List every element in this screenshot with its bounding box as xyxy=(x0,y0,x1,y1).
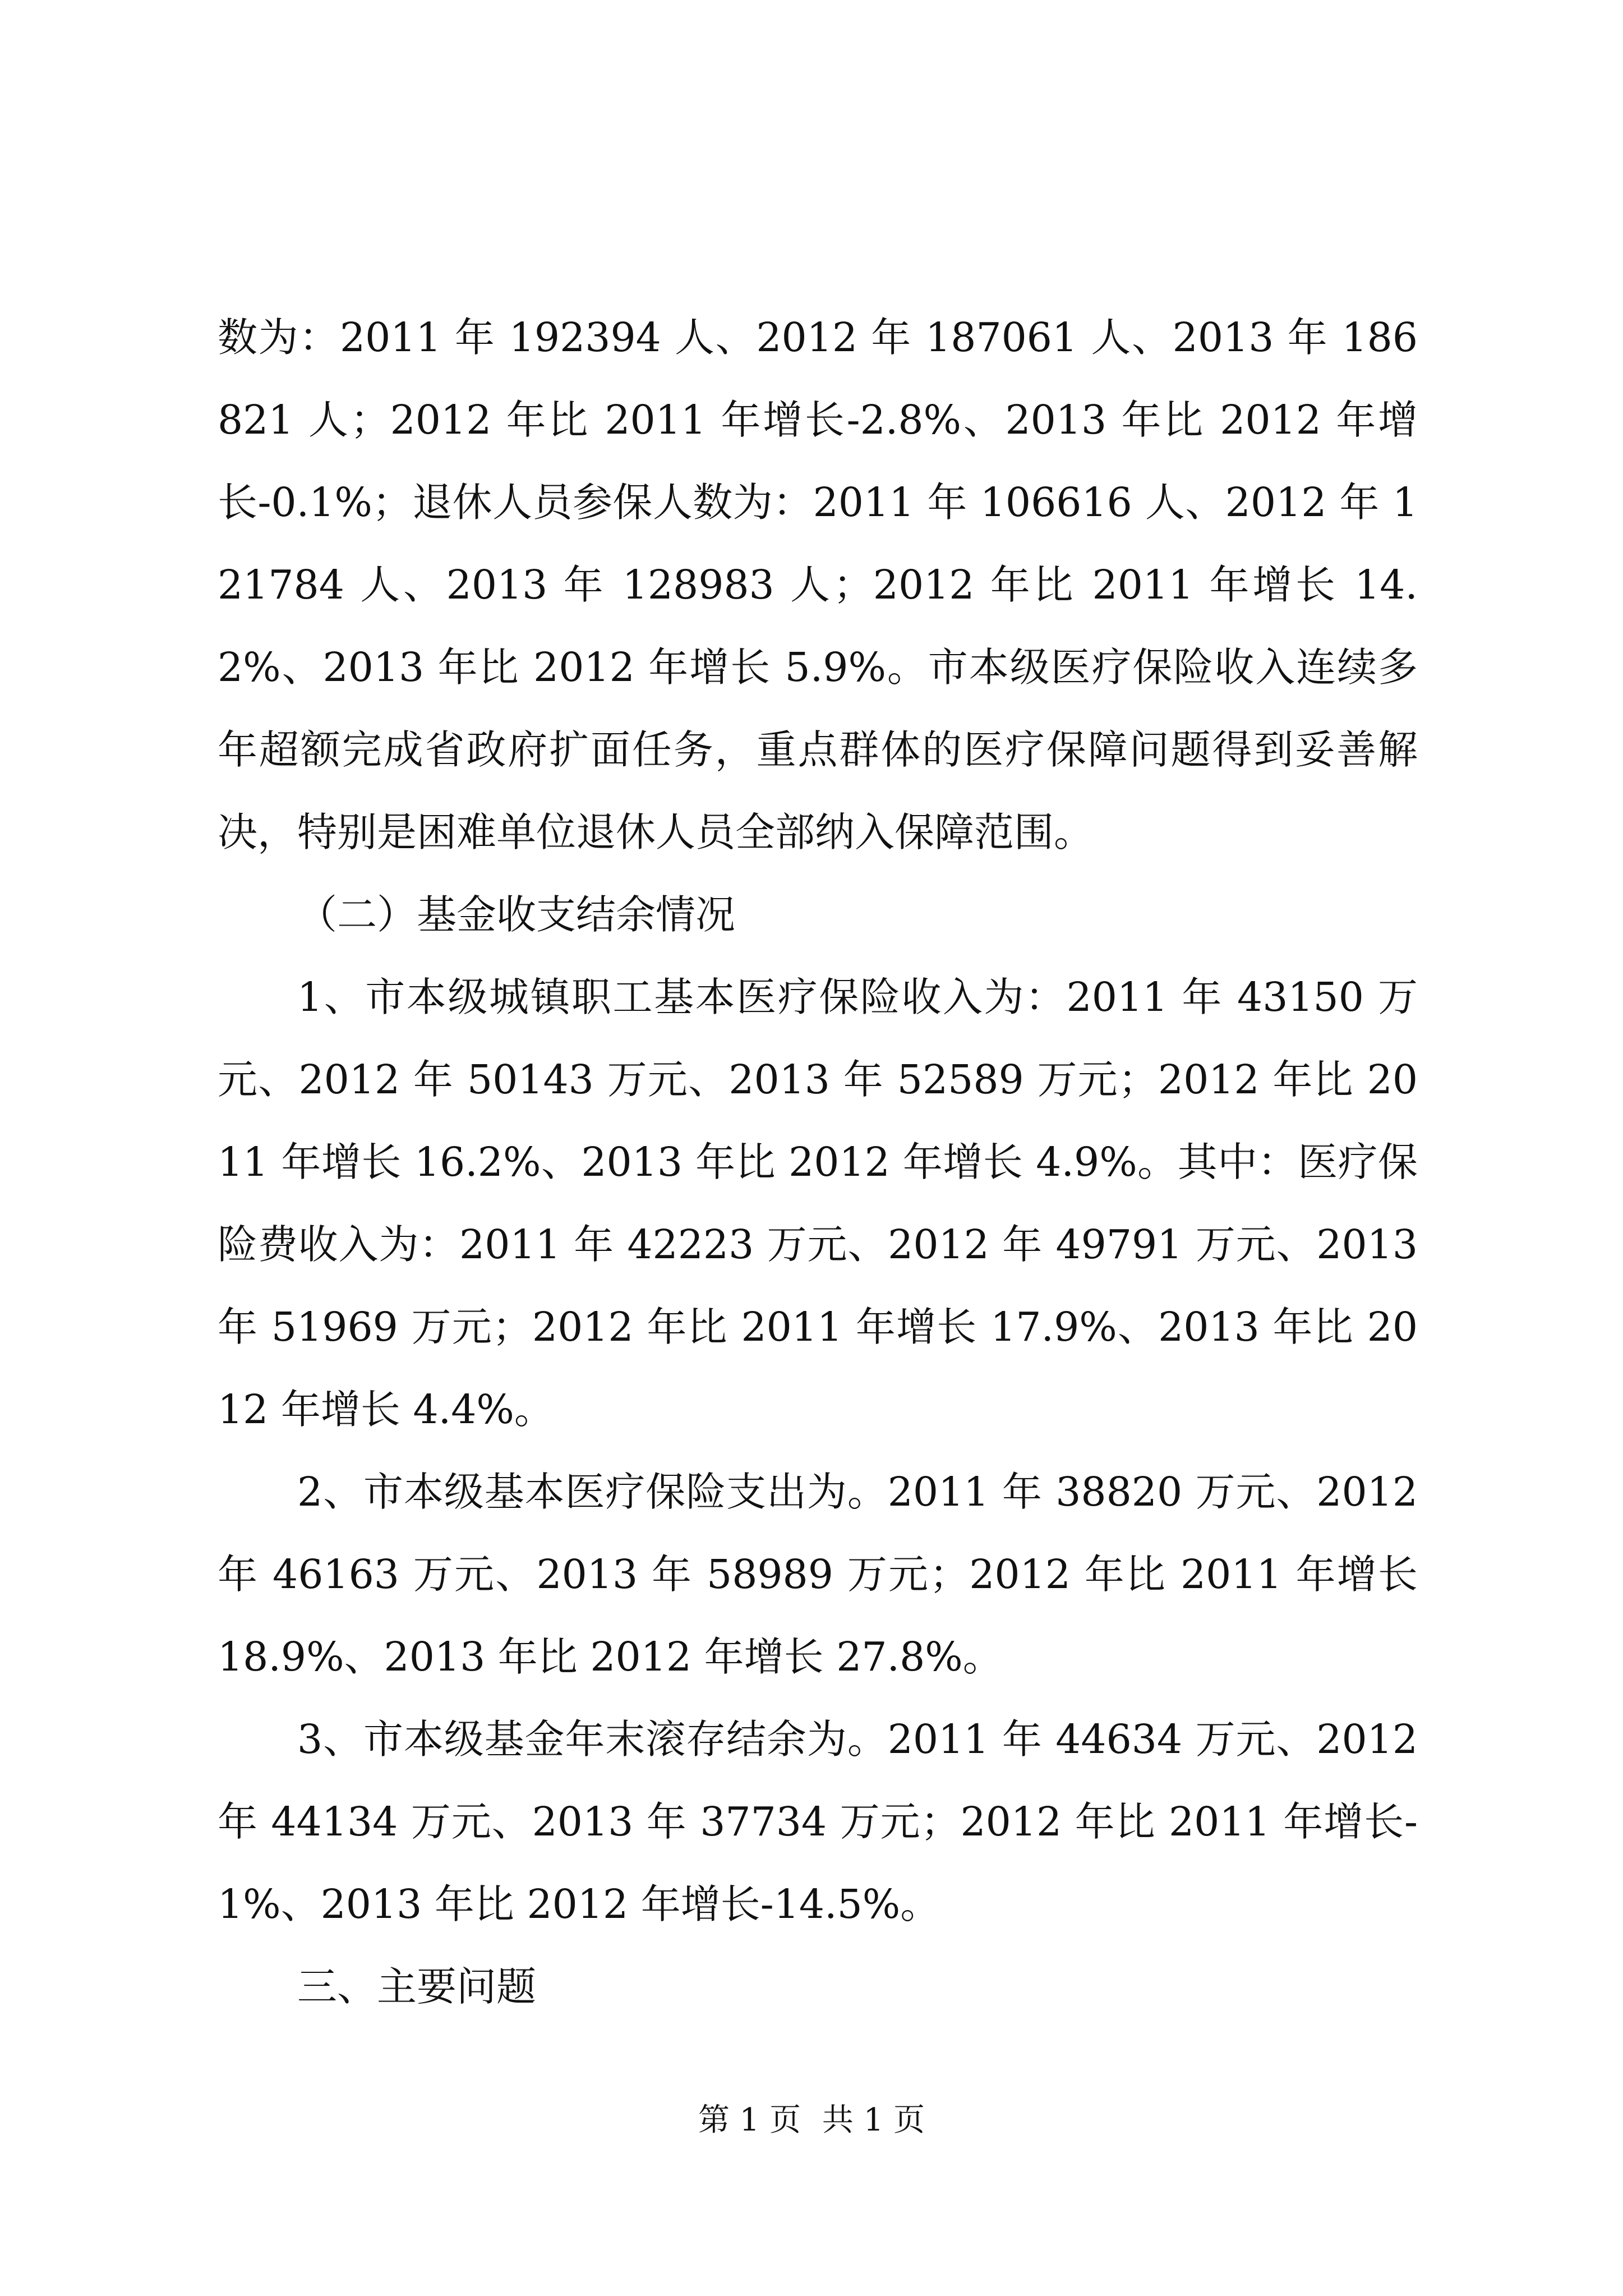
paragraph-insurance-income: 1、市本级城镇职工基本医疗保险收入为：2011 年 43150 万元、2012 年 50143 万元、2013 年 52589 万元；2012 年比 2011 年增长 16.2%、2013 年比 2012 年增长 4.9%。其中：医疗保险费收入为：2011 年 42223 万元、2012 年 49791 万元、2013 年 51969 万元；2012 年比 2011 年增长 17.9%、2013 年比 2012 年增长 4.4%。 xyxy=(218,974,1418,1433)
section-heading-fund-balance: （二）基金收支结余情况 xyxy=(297,891,736,938)
paragraph-insurance-expenditure: 2、市本级基本医疗保险支出为。2011 年 38820 万元、2012 年 46163 万元、2013 年 58989 万元；2012 年比 2011 年增长 18.9%、2013 年比 2012 年增长 27.8%。 xyxy=(218,1469,1418,1680)
paragraph-fund-surplus: 3、市本级基金年末滚存结余为。2011 年 44634 万元、2012 年 44134 万元、2013 年 37734 万元；2012 年比 2011 年增长-1%、2013 年比 2012 年增长-14.5%。 xyxy=(218,1716,1418,1927)
document-body xyxy=(218,296,1418,2028)
section-heading-main-problems: 三、主要问题 xyxy=(297,1963,537,2010)
page-total-label: 共 1 页 xyxy=(822,2102,925,2138)
page-footer xyxy=(0,2101,1623,2140)
page-number-label: 第 1 页 xyxy=(698,2102,801,2138)
paragraph-enrollment-stats: 数为：2011 年 192394 人、2012 年 187061 人、2013 年 186821 人；2012 年比 2011 年增长-2.8%、2013 年比 2012 年增长-0.1%；退休人员参保人数为：2011 年 106616 人、2012 年 121784 人、2013 年 128983 人；2012 年比 2011 年增长 14.2%、2013 年比 2012 年增长 5.9%。市本级医疗保险收入连续多年超额完成省政府扩面任务，重点群体的医疗保障问题得到妥善解决，特别是困难单位退休人员全部纳入保障范围。 xyxy=(218,314,1418,855)
